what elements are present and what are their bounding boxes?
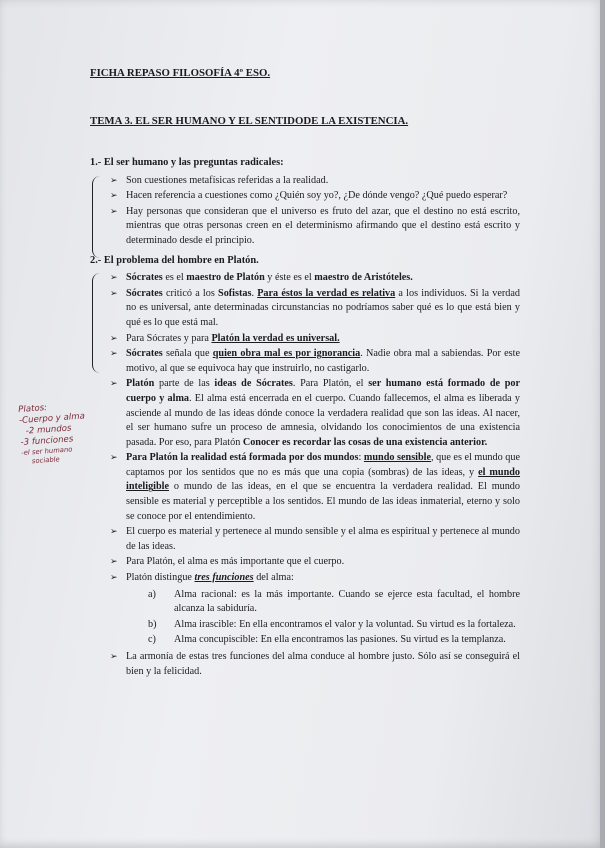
- arrow-icon: ➢: [110, 333, 118, 344]
- list-item: ➢ La armonía de estas tres funciones del alma conduce al hombre justo. Sólo así se conseguirá el bien y la felicidad.: [110, 651, 520, 677]
- section1-heading: 1.- El ser humano y las preguntas radicales:: [90, 157, 284, 168]
- handwritten-line: -3 funciones: [20, 434, 74, 448]
- document-title: FICHA REPASO FILOSOFÍA 4º ESO.: [90, 67, 271, 79]
- handwritten-line: -Cuerpo y alma: [18, 411, 86, 427]
- list-item: ➢ Sócrates señala que quien obra mal es por ignorancia. Nadie obra mal a sabiendas. Por este motivo, al que se equivoca hay que instruirlo, no castigarlo.: [110, 348, 520, 374]
- section2-list: [90, 271, 520, 679]
- list-item: ➢ Sócrates es el maestro de Platón y éste es el maestro de Aristóteles.: [104, 271, 520, 286]
- list-item: ➢ Platón distingue tres funciones del alma: a) Alma racional: es la más importante. Cuando se ejerce esta facultad, el hombre alcanza la sabiduría. b) Alma irascible: En ella encontramos el valor y la voluntad. Su virtud es la fortaleza. c) Alma concupiscible: En ella encontramos las pasiones. Su virtud es la templanza.: [104, 571, 520, 648]
- arrow-icon: ➢: [110, 349, 118, 360]
- handwritten-line: -el ser humano: [21, 445, 73, 457]
- document-content: [90, 60, 520, 680]
- list-item: ➢ El cuerpo es material y pertenece al mundo sensible y el alma es espiritual y pertenece al mundo de las ideas.: [110, 526, 520, 552]
- brace-mark: [92, 176, 103, 258]
- arrow-icon: ➢: [110, 206, 118, 217]
- handwritten-line: -2 mundos: [25, 423, 72, 437]
- arrow-icon: ➢: [110, 573, 118, 584]
- brace-mark: [92, 273, 103, 373]
- list-item: ➢ Platón parte de las ideas de Sócrates. Para Platón, el ser humano está formado de por cuerpo y alma. El alma está encerrada en el cuerpo. Cuando fallecemos, el alma es liberada y asciende al mundo de las ideas dónde conoce la verdadera realidad que son las ideas. Al nacer, el ser humano sufre un proceso de amnesia, olvidando los conocimientos de una existencia pasada. Por eso, para Platón Conocer es recordar las cosas de una existencia anterior.: [110, 378, 520, 448]
- list-item: ➢ Son cuestiones metafísicas referidas a la realidad.: [104, 174, 520, 189]
- list-item: ➢ Hay personas que consideran que el universo es fruto del azar, que el destino no está escrito, mientras que otras personas creen en el determinismo afirmando que el destino está escrito y determinado desde el principio.: [110, 205, 520, 246]
- soul-functions-list: [126, 588, 520, 648]
- list-item: ➢ Para Platón la realidad está formada por dos mundos: mundo sensible, que es el mundo que captamos por los sentidos que no es más que una copia (sombras) de las ideas, y el mundo inteligible o mundo de las ideas, en el que se encuentra la verdadera realidad. El mundo sensible es material y perceptible a los sentidos. El mundo de las ideas inmaterial, eterno y solo se conoce por el entendimiento.: [110, 452, 520, 522]
- arrow-icon: ➢: [110, 557, 118, 568]
- handwritten-line: sociable: [31, 455, 60, 466]
- topic-title: TEMA 3. EL SER HUMANO Y EL SENTIDODE LA EXISTENCIA.: [90, 115, 409, 127]
- arrow-icon: ➢: [110, 527, 118, 538]
- page-edge: [600, 0, 605, 848]
- list-item: ➢ Para Sócrates y para Platón la verdad es universal.: [104, 332, 520, 347]
- arrow-icon: ➢: [110, 191, 118, 202]
- list-item: ➢ Hacen referencia a cuestiones como ¿Quién soy yo?, ¿De dónde vengo? ¿Qué puedo esperar?: [104, 189, 520, 204]
- sub-item: c) Alma concupiscible: En ella encontramos las pasiones. Su virtud es la templanza.: [148, 634, 506, 646]
- arrow-icon: ➢: [110, 379, 118, 390]
- arrow-icon: ➢: [110, 175, 118, 186]
- list-item: ➢ Sócrates criticó a los Sofistas. Para éstos la verdad es relativa a los individuos. Si la verdad no es universal, ante determinadas circunstancias no podríamos saber qué es lo que está bien y qué es lo que está mal.: [110, 287, 520, 328]
- arrow-icon: ➢: [110, 652, 118, 662]
- arrow-icon: ➢: [110, 273, 118, 284]
- list-item: ➢ Para Platón, el alma es más importante que el cuerpo.: [104, 555, 520, 570]
- arrow-icon: ➢: [110, 288, 118, 299]
- arrow-icon: ➢: [110, 453, 118, 464]
- handwritten-line: Platos:: [17, 403, 48, 416]
- sub-item: b) Alma irascible: En ella encontramos el valor y la voluntad. Su virtud es la fortaleza.: [148, 618, 516, 630]
- section1-list: [90, 174, 520, 249]
- section2-heading: 2.- El problema del hombre en Platón.: [90, 254, 259, 266]
- sub-item: a) Alma racional: es la más importante. Cuando se ejerce esta facultad, el hombre alcanza la sabiduría.: [148, 588, 520, 615]
